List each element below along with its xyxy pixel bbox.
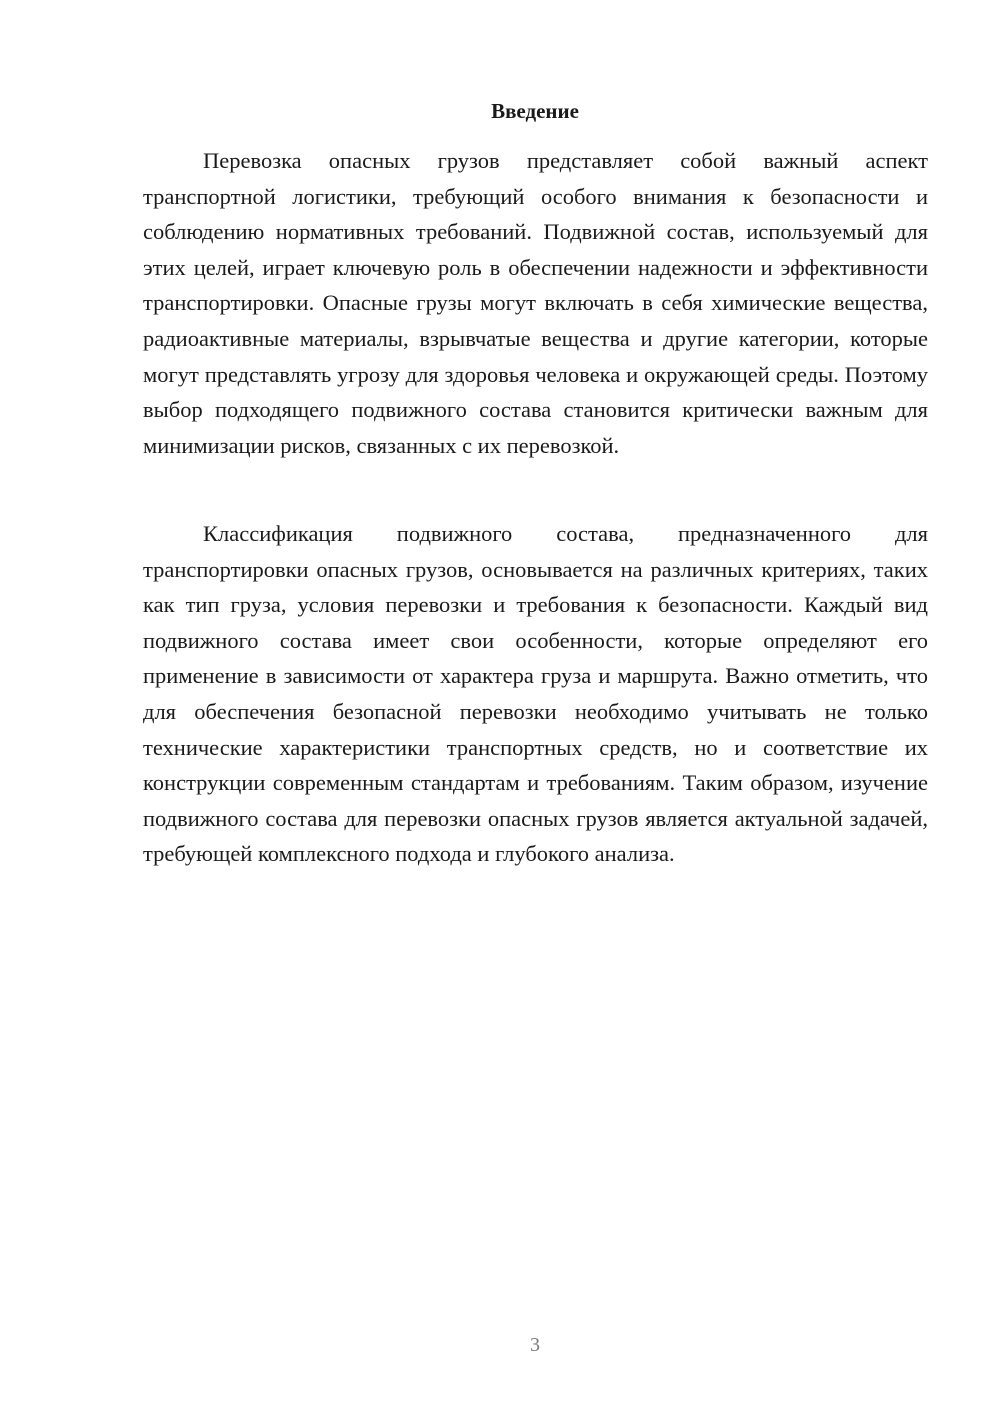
paragraph-classification: Классификация подвижного состава, предназначенного для транспортировки опасных грузов, основывается на различных критериях, таких как тип груза, условия перевозки и требования к безопасности. Каждый вид подвижного состава имеет свои особенности, которые определяют его применение в зависимости от характера груза и маршрута. Важно отметить, что для обеспечения безопасной перевозки необходимо учитывать не только технические характеристики транспортных средств, но и соответствие их конструкции современным стандартам и требованиям. Таким образом, изучение подвижного состава для перевозки опасных грузов является актуальной задачей, требующей комплексного подхода и глубокого анализа. <box>143 521 928 867</box>
paragraph-intro: Перевозка опасных грузов представляет собой важный аспект транспортной логистики, требующий особого внимания к безопасности и соблюдению нормативных требований. Подвижной состав, используемый для этих целей, играет ключевую роль в обеспечении надежности и эффективности транспортировки. Опасные грузы могут включать в себя химические вещества, радиоактивные материалы, взрывчатые вещества и другие категории, которые могут представлять угрозу для здоровья человека и окружающей среды. Поэтому выбор подходящего подвижного состава становится критически важным для минимизации рисков, связанных с их перевозкой. <box>143 148 928 458</box>
page-number: 3 <box>530 1334 540 1356</box>
section-title: Введение <box>491 99 579 123</box>
